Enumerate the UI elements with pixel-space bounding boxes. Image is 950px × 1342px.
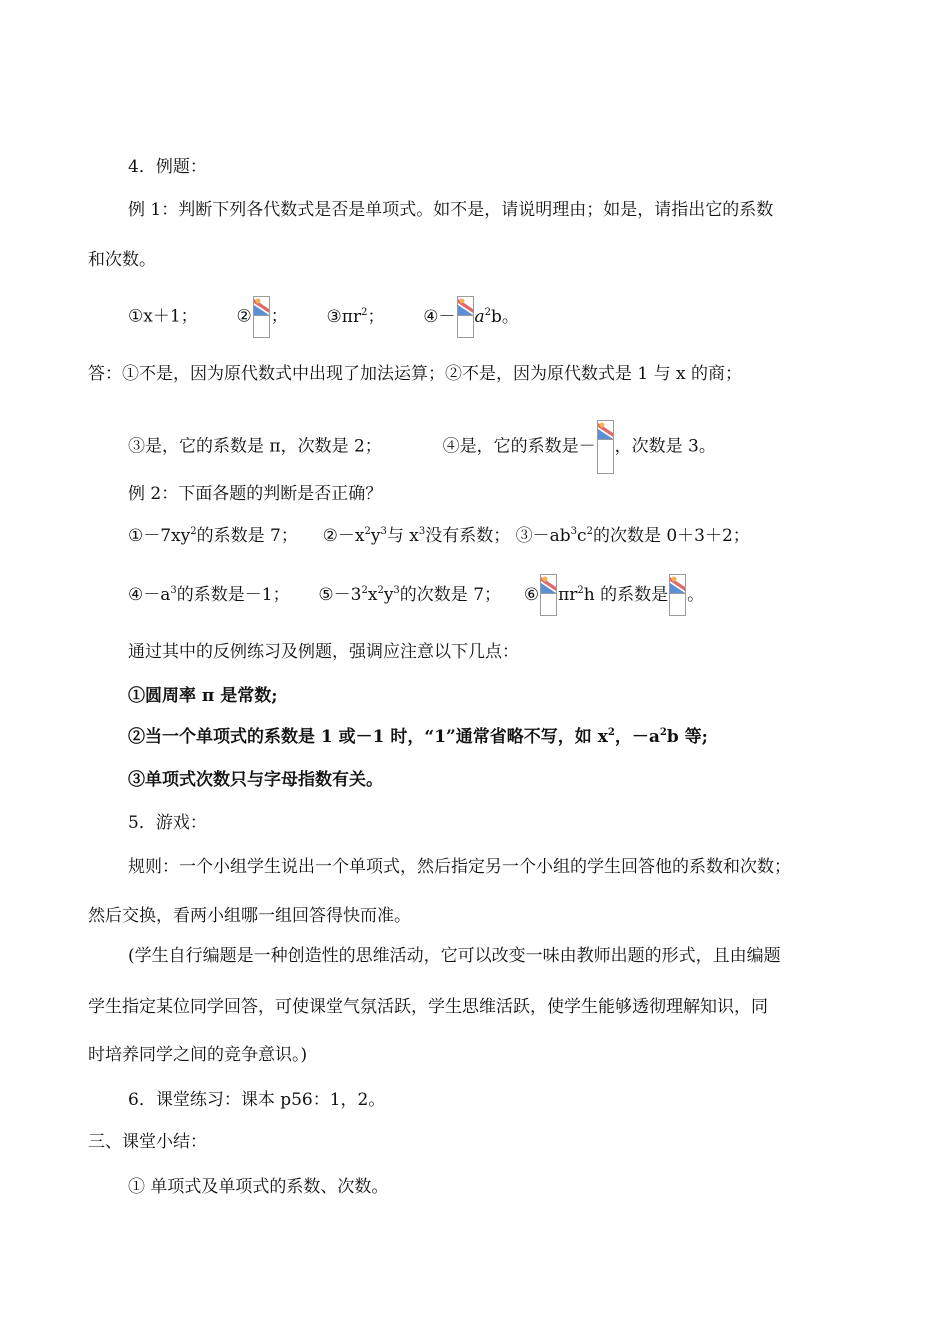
fraction-image-icon (253, 296, 270, 338)
example-2-row-2 (128, 574, 704, 616)
remark-line-1: (学生自行编题是一种创造性的思维活动，它可以改变一味由教师出题的形式，且由编题 (128, 946, 781, 966)
example-1-items: ①x＋1； ② ； $③\pi r^2$； ④－ $a^2b$。 (128, 296, 519, 338)
notes-intro: 通过其中的反例练习及例题，强调应注意以下几点： (128, 642, 519, 662)
judgement-2: $②-x^2y^3$与 $x^3$没有系数； (322, 526, 511, 546)
judgement-1: $①-7xy^2$的系数是 7； (128, 526, 298, 546)
fraction-image-icon (457, 296, 474, 338)
example-2-title: 例 2：下面各题的判断是否正确？ (128, 484, 383, 504)
judgement-4: $④-a^3$的系数是－1； (128, 584, 290, 605)
note-2: ②当一个单项式的系数是 1 或－1 时，“1”通常省略不写，如 $x^2$，$-a^2b$ 等; (128, 727, 708, 747)
fraction-image-icon (540, 574, 557, 616)
note-1: ①圆周率 π 是常数; (128, 686, 278, 706)
judgement-6: ⑥ $\pi r^2h$ 的系数是 。 (524, 585, 704, 605)
answer-4: ④是，它的系数是－ (442, 436, 596, 457)
fraction-image-icon (597, 420, 614, 474)
judgement-5: $⑤-3^2x^2y^3$的次数是 7； (318, 584, 502, 605)
remark-line-3: 时培养同学之间的竞争意识。) (88, 1045, 308, 1065)
game-rule-line-1: 规则：一个小组学生说出一个单项式，然后指定另一个小组的学生回答他的系数和次数； (128, 857, 791, 877)
remark-line-2: 学生指定某位同学回答，可使课堂气氛活跃，学生思维活跃，使学生能够透彻理解知识，同 (88, 997, 768, 1017)
answer-line-2: ③是，它的系数是 π，次数是 2； ④是，它的系数是－ ，次数是 3。 (128, 420, 716, 474)
answer-line-1: 答：①不是，因为原代数式中出现了加法运算；②不是，因为原代数式是 1 与 x 的商； (88, 364, 743, 384)
game-rule-line-2: 然后交换，看两小组哪一组回答得快而准。 (88, 906, 411, 926)
fraction-image-icon (669, 574, 686, 616)
section-5-title: 5．游戏： (128, 813, 207, 833)
example-1-question-line-2: 和次数。 (88, 250, 156, 270)
judgement-3: $③-ab^3c^2$的次数是 0＋3＋2； (515, 526, 750, 546)
note-3: ③单项式次数只与字母指数有关。 (128, 770, 383, 790)
section-6-title: 6．课堂练习：课本 p56：1，2。 (128, 1090, 386, 1110)
example-1-question-line-1: 例 1：判断下列各代数式是否是单项式。如不是，请说明理由；如是，请指出它的系数 (128, 200, 774, 220)
section-4-title: 4．例题： (128, 157, 207, 177)
item-4: ④－ $a^2b$。 (423, 307, 519, 327)
item-1: ①x＋1； (128, 306, 198, 327)
summary-title: 三、课堂小结： (88, 1132, 207, 1152)
summary-item-1: ① 单项式及单项式的系数、次数。 (128, 1177, 389, 1197)
answer-3: ③是，它的系数是 π，次数是 2； (128, 436, 382, 457)
item-2: ② (236, 306, 252, 327)
item-3: $③\pi r^2$； (326, 306, 385, 327)
example-2-row-1 (128, 524, 750, 548)
